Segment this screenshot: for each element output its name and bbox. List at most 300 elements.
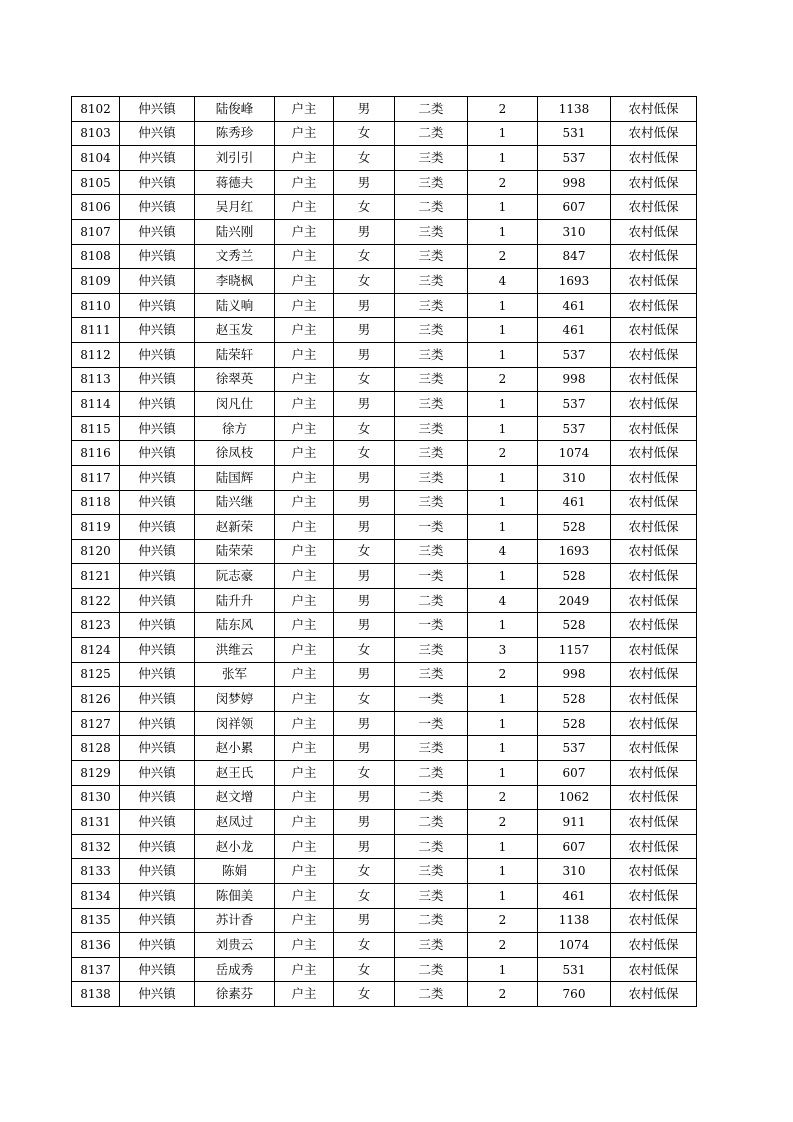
town-cell: 仲兴镇 — [120, 515, 195, 540]
household-size-cell: 4 — [468, 539, 538, 564]
town-cell: 仲兴镇 — [120, 244, 195, 269]
amount-cell: 461 — [538, 318, 611, 343]
assistance-type-cell: 农村低保 — [611, 515, 697, 540]
table-row — [72, 908, 697, 933]
relation-cell: 户主 — [275, 933, 334, 958]
amount-cell: 760 — [538, 982, 611, 1007]
household-size-cell: 1 — [468, 613, 538, 638]
category-cell: 二类 — [395, 834, 468, 859]
relation-cell: 户主 — [275, 244, 334, 269]
amount-cell: 1693 — [538, 269, 611, 294]
gender-cell: 女 — [334, 884, 395, 909]
serial-number-cell: 8127 — [72, 711, 120, 736]
relation-cell: 户主 — [275, 834, 334, 859]
category-cell: 一类 — [395, 687, 468, 712]
relation-cell: 户主 — [275, 613, 334, 638]
assistance-type-cell: 农村低保 — [611, 711, 697, 736]
relation-cell: 户主 — [275, 687, 334, 712]
household-size-cell: 2 — [468, 810, 538, 835]
category-cell: 二类 — [395, 908, 468, 933]
serial-number-cell: 8106 — [72, 195, 120, 220]
household-size-cell: 1 — [468, 564, 538, 589]
household-size-cell: 2 — [468, 170, 538, 195]
gender-cell: 男 — [334, 834, 395, 859]
gender-cell: 男 — [334, 613, 395, 638]
table-row — [72, 662, 697, 687]
table-row — [72, 97, 697, 122]
assistance-type-cell: 农村低保 — [611, 539, 697, 564]
serial-number-cell: 8104 — [72, 146, 120, 171]
household-size-cell: 2 — [468, 933, 538, 958]
table-row — [72, 318, 697, 343]
town-cell: 仲兴镇 — [120, 711, 195, 736]
table-row — [72, 588, 697, 613]
amount-cell: 528 — [538, 711, 611, 736]
table-row — [72, 564, 697, 589]
gender-cell: 女 — [334, 982, 395, 1007]
name-cell: 刘贵云 — [195, 933, 275, 958]
relation-cell: 户主 — [275, 884, 334, 909]
table-row — [72, 810, 697, 835]
gender-cell: 男 — [334, 736, 395, 761]
serial-number-cell: 8133 — [72, 859, 120, 884]
relation-cell: 户主 — [275, 859, 334, 884]
table-row — [72, 441, 697, 466]
household-size-cell: 2 — [468, 785, 538, 810]
table-row — [72, 416, 697, 441]
gender-cell: 女 — [334, 539, 395, 564]
amount-cell: 1693 — [538, 539, 611, 564]
category-cell: 三类 — [395, 416, 468, 441]
category-cell: 三类 — [395, 342, 468, 367]
household-size-cell: 1 — [468, 219, 538, 244]
assistance-type-cell: 农村低保 — [611, 318, 697, 343]
amount-cell: 998 — [538, 170, 611, 195]
household-size-cell: 1 — [468, 761, 538, 786]
name-cell: 陆义响 — [195, 293, 275, 318]
town-cell: 仲兴镇 — [120, 662, 195, 687]
assistance-type-cell: 农村低保 — [611, 933, 697, 958]
assistance-type-cell: 农村低保 — [611, 588, 697, 613]
town-cell: 仲兴镇 — [120, 588, 195, 613]
name-cell: 赵小累 — [195, 736, 275, 761]
assistance-type-cell: 农村低保 — [611, 638, 697, 663]
gender-cell: 男 — [334, 785, 395, 810]
name-cell: 闵凡仕 — [195, 392, 275, 417]
gender-cell: 女 — [334, 367, 395, 392]
serial-number-cell: 8105 — [72, 170, 120, 195]
assistance-type-cell: 农村低保 — [611, 761, 697, 786]
serial-number-cell: 8138 — [72, 982, 120, 1007]
household-size-cell: 2 — [468, 908, 538, 933]
assistance-type-cell: 农村低保 — [611, 441, 697, 466]
assistance-type-cell: 农村低保 — [611, 97, 697, 122]
household-size-cell: 1 — [468, 957, 538, 982]
relation-cell: 户主 — [275, 121, 334, 146]
relation-cell: 户主 — [275, 146, 334, 171]
town-cell: 仲兴镇 — [120, 638, 195, 663]
gender-cell: 男 — [334, 515, 395, 540]
assistance-type-cell: 农村低保 — [611, 908, 697, 933]
serial-number-cell: 8107 — [72, 219, 120, 244]
table-row — [72, 146, 697, 171]
assistance-type-cell: 农村低保 — [611, 170, 697, 195]
table-row — [72, 884, 697, 909]
table-row — [72, 269, 697, 294]
relation-cell: 户主 — [275, 638, 334, 663]
town-cell: 仲兴镇 — [120, 219, 195, 244]
serial-number-cell: 8116 — [72, 441, 120, 466]
town-cell: 仲兴镇 — [120, 859, 195, 884]
relation-cell: 户主 — [275, 711, 334, 736]
gender-cell: 女 — [334, 441, 395, 466]
name-cell: 闵祥领 — [195, 711, 275, 736]
category-cell: 三类 — [395, 933, 468, 958]
name-cell: 陆荣轩 — [195, 342, 275, 367]
category-cell: 二类 — [395, 982, 468, 1007]
town-cell: 仲兴镇 — [120, 392, 195, 417]
name-cell: 陆国辉 — [195, 465, 275, 490]
assistance-type-cell: 农村低保 — [611, 982, 697, 1007]
town-cell: 仲兴镇 — [120, 761, 195, 786]
category-cell: 三类 — [395, 244, 468, 269]
table-row — [72, 785, 697, 810]
assistance-type-cell: 农村低保 — [611, 465, 697, 490]
name-cell: 陆兴继 — [195, 490, 275, 515]
town-cell: 仲兴镇 — [120, 957, 195, 982]
serial-number-cell: 8108 — [72, 244, 120, 269]
town-cell: 仲兴镇 — [120, 982, 195, 1007]
relation-cell: 户主 — [275, 588, 334, 613]
gender-cell: 女 — [334, 761, 395, 786]
gender-cell: 女 — [334, 121, 395, 146]
relation-cell: 户主 — [275, 170, 334, 195]
town-cell: 仲兴镇 — [120, 564, 195, 589]
category-cell: 三类 — [395, 662, 468, 687]
category-cell: 二类 — [395, 761, 468, 786]
household-size-cell: 1 — [468, 711, 538, 736]
town-cell: 仲兴镇 — [120, 490, 195, 515]
category-cell: 三类 — [395, 638, 468, 663]
name-cell: 阮志豪 — [195, 564, 275, 589]
town-cell: 仲兴镇 — [120, 736, 195, 761]
table-row — [72, 170, 697, 195]
name-cell: 赵文增 — [195, 785, 275, 810]
serial-number-cell: 8112 — [72, 342, 120, 367]
name-cell: 苏计香 — [195, 908, 275, 933]
serial-number-cell: 8124 — [72, 638, 120, 663]
table-row — [72, 711, 697, 736]
household-size-cell: 1 — [468, 318, 538, 343]
serial-number-cell: 8126 — [72, 687, 120, 712]
town-cell: 仲兴镇 — [120, 465, 195, 490]
name-cell: 陈佃美 — [195, 884, 275, 909]
data-table — [71, 96, 697, 1007]
name-cell: 徐方 — [195, 416, 275, 441]
name-cell: 陆俊峰 — [195, 97, 275, 122]
town-cell: 仲兴镇 — [120, 367, 195, 392]
amount-cell: 607 — [538, 834, 611, 859]
amount-cell: 1074 — [538, 933, 611, 958]
category-cell: 二类 — [395, 195, 468, 220]
town-cell: 仲兴镇 — [120, 318, 195, 343]
category-cell: 三类 — [395, 490, 468, 515]
gender-cell: 男 — [334, 342, 395, 367]
assistance-type-cell: 农村低保 — [611, 859, 697, 884]
serial-number-cell: 8136 — [72, 933, 120, 958]
table-row — [72, 293, 697, 318]
gender-cell: 男 — [334, 170, 395, 195]
town-cell: 仲兴镇 — [120, 293, 195, 318]
town-cell: 仲兴镇 — [120, 539, 195, 564]
serial-number-cell: 8135 — [72, 908, 120, 933]
table-body — [72, 97, 697, 1007]
gender-cell: 男 — [334, 293, 395, 318]
relation-cell: 户主 — [275, 810, 334, 835]
relation-cell: 户主 — [275, 662, 334, 687]
town-cell: 仲兴镇 — [120, 785, 195, 810]
amount-cell: 528 — [538, 564, 611, 589]
town-cell: 仲兴镇 — [120, 121, 195, 146]
table-row — [72, 933, 697, 958]
serial-number-cell: 8117 — [72, 465, 120, 490]
relation-cell: 户主 — [275, 219, 334, 244]
category-cell: 三类 — [395, 170, 468, 195]
assistance-type-cell: 农村低保 — [611, 416, 697, 441]
category-cell: 三类 — [395, 736, 468, 761]
gender-cell: 男 — [334, 662, 395, 687]
relation-cell: 户主 — [275, 318, 334, 343]
relation-cell: 户主 — [275, 416, 334, 441]
town-cell: 仲兴镇 — [120, 97, 195, 122]
town-cell: 仲兴镇 — [120, 687, 195, 712]
gender-cell: 女 — [334, 933, 395, 958]
name-cell: 李晓枫 — [195, 269, 275, 294]
town-cell: 仲兴镇 — [120, 342, 195, 367]
household-size-cell: 4 — [468, 269, 538, 294]
serial-number-cell: 8111 — [72, 318, 120, 343]
household-size-cell: 2 — [468, 662, 538, 687]
assistance-type-cell: 农村低保 — [611, 146, 697, 171]
name-cell: 文秀兰 — [195, 244, 275, 269]
table-row — [72, 490, 697, 515]
serial-number-cell: 8129 — [72, 761, 120, 786]
amount-cell: 1157 — [538, 638, 611, 663]
gender-cell: 男 — [334, 465, 395, 490]
relation-cell: 户主 — [275, 539, 334, 564]
table-row — [72, 392, 697, 417]
relation-cell: 户主 — [275, 515, 334, 540]
household-size-cell: 1 — [468, 121, 538, 146]
amount-cell: 537 — [538, 342, 611, 367]
gender-cell: 男 — [334, 564, 395, 589]
category-cell: 三类 — [395, 146, 468, 171]
household-size-cell: 1 — [468, 146, 538, 171]
amount-cell: 461 — [538, 884, 611, 909]
table-row — [72, 195, 697, 220]
table-row — [72, 957, 697, 982]
household-size-cell: 1 — [468, 195, 538, 220]
amount-cell: 607 — [538, 761, 611, 786]
assistance-type-cell: 农村低保 — [611, 269, 697, 294]
category-cell: 二类 — [395, 588, 468, 613]
name-cell: 闵梦婷 — [195, 687, 275, 712]
serial-number-cell: 8110 — [72, 293, 120, 318]
relation-cell: 户主 — [275, 761, 334, 786]
gender-cell: 男 — [334, 392, 395, 417]
table-row — [72, 367, 697, 392]
relation-cell: 户主 — [275, 564, 334, 589]
amount-cell: 528 — [538, 515, 611, 540]
serial-number-cell: 8102 — [72, 97, 120, 122]
gender-cell: 男 — [334, 219, 395, 244]
category-cell: 二类 — [395, 97, 468, 122]
household-size-cell: 1 — [468, 884, 538, 909]
category-cell: 三类 — [395, 367, 468, 392]
household-size-cell: 4 — [468, 588, 538, 613]
category-cell: 一类 — [395, 564, 468, 589]
gender-cell: 女 — [334, 638, 395, 663]
amount-cell: 528 — [538, 687, 611, 712]
relation-cell: 户主 — [275, 97, 334, 122]
name-cell: 陆东风 — [195, 613, 275, 638]
serial-number-cell: 8120 — [72, 539, 120, 564]
town-cell: 仲兴镇 — [120, 884, 195, 909]
name-cell: 陆升升 — [195, 588, 275, 613]
amount-cell: 2049 — [538, 588, 611, 613]
assistance-type-cell: 农村低保 — [611, 957, 697, 982]
serial-number-cell: 8109 — [72, 269, 120, 294]
amount-cell: 537 — [538, 416, 611, 441]
category-cell: 一类 — [395, 711, 468, 736]
amount-cell: 310 — [538, 465, 611, 490]
relation-cell: 户主 — [275, 392, 334, 417]
assistance-type-cell: 农村低保 — [611, 736, 697, 761]
town-cell: 仲兴镇 — [120, 908, 195, 933]
name-cell: 陈秀珍 — [195, 121, 275, 146]
gender-cell: 女 — [334, 687, 395, 712]
amount-cell: 998 — [538, 662, 611, 687]
category-cell: 三类 — [395, 441, 468, 466]
serial-number-cell: 8103 — [72, 121, 120, 146]
town-cell: 仲兴镇 — [120, 170, 195, 195]
relation-cell: 户主 — [275, 785, 334, 810]
serial-number-cell: 8122 — [72, 588, 120, 613]
assistance-type-cell: 农村低保 — [611, 564, 697, 589]
amount-cell: 310 — [538, 859, 611, 884]
category-cell: 三类 — [395, 293, 468, 318]
amount-cell: 1138 — [538, 97, 611, 122]
table-row — [72, 465, 697, 490]
household-size-cell: 2 — [468, 97, 538, 122]
category-cell: 二类 — [395, 785, 468, 810]
category-cell: 三类 — [395, 219, 468, 244]
household-size-cell: 1 — [468, 490, 538, 515]
gender-cell: 男 — [334, 97, 395, 122]
name-cell: 蒋德夫 — [195, 170, 275, 195]
household-size-cell: 3 — [468, 638, 538, 663]
gender-cell: 女 — [334, 416, 395, 441]
relation-cell: 户主 — [275, 195, 334, 220]
assistance-type-cell: 农村低保 — [611, 244, 697, 269]
serial-number-cell: 8123 — [72, 613, 120, 638]
household-size-cell: 1 — [468, 416, 538, 441]
gender-cell: 男 — [334, 490, 395, 515]
gender-cell: 女 — [334, 146, 395, 171]
amount-cell: 1062 — [538, 785, 611, 810]
category-cell: 三类 — [395, 392, 468, 417]
amount-cell: 607 — [538, 195, 611, 220]
serial-number-cell: 8113 — [72, 367, 120, 392]
household-size-cell: 2 — [468, 367, 538, 392]
town-cell: 仲兴镇 — [120, 810, 195, 835]
assistance-type-cell: 农村低保 — [611, 834, 697, 859]
table-row — [72, 244, 697, 269]
name-cell: 徐凤枝 — [195, 441, 275, 466]
table-row — [72, 515, 697, 540]
gender-cell: 男 — [334, 711, 395, 736]
name-cell: 陆荣荣 — [195, 539, 275, 564]
table-row — [72, 736, 697, 761]
relation-cell: 户主 — [275, 490, 334, 515]
serial-number-cell: 8121 — [72, 564, 120, 589]
category-cell: 三类 — [395, 465, 468, 490]
assistance-type-cell: 农村低保 — [611, 810, 697, 835]
town-cell: 仲兴镇 — [120, 834, 195, 859]
name-cell: 张军 — [195, 662, 275, 687]
table-row — [72, 342, 697, 367]
gender-cell: 男 — [334, 588, 395, 613]
category-cell: 二类 — [395, 957, 468, 982]
serial-number-cell: 8134 — [72, 884, 120, 909]
amount-cell: 537 — [538, 146, 611, 171]
relation-cell: 户主 — [275, 982, 334, 1007]
category-cell: 二类 — [395, 810, 468, 835]
relation-cell: 户主 — [275, 342, 334, 367]
household-size-cell: 1 — [468, 859, 538, 884]
town-cell: 仲兴镇 — [120, 933, 195, 958]
household-size-cell: 1 — [468, 687, 538, 712]
amount-cell: 847 — [538, 244, 611, 269]
town-cell: 仲兴镇 — [120, 441, 195, 466]
serial-number-cell: 8119 — [72, 515, 120, 540]
table-row — [72, 121, 697, 146]
household-size-cell: 1 — [468, 465, 538, 490]
town-cell: 仲兴镇 — [120, 613, 195, 638]
household-size-cell: 1 — [468, 293, 538, 318]
gender-cell: 女 — [334, 957, 395, 982]
table-row — [72, 539, 697, 564]
gender-cell: 女 — [334, 195, 395, 220]
category-cell: 三类 — [395, 859, 468, 884]
name-cell: 赵新荣 — [195, 515, 275, 540]
table-row — [72, 687, 697, 712]
serial-number-cell: 8118 — [72, 490, 120, 515]
relation-cell: 户主 — [275, 465, 334, 490]
assistance-type-cell: 农村低保 — [611, 613, 697, 638]
amount-cell: 1138 — [538, 908, 611, 933]
assistance-type-cell: 农村低保 — [611, 367, 697, 392]
household-size-cell: 1 — [468, 342, 538, 367]
amount-cell: 461 — [538, 490, 611, 515]
serial-number-cell: 8125 — [72, 662, 120, 687]
relation-cell: 户主 — [275, 736, 334, 761]
name-cell: 赵小龙 — [195, 834, 275, 859]
category-cell: 一类 — [395, 515, 468, 540]
assistance-type-cell: 农村低保 — [611, 884, 697, 909]
amount-cell: 537 — [538, 392, 611, 417]
assistance-type-cell: 农村低保 — [611, 662, 697, 687]
